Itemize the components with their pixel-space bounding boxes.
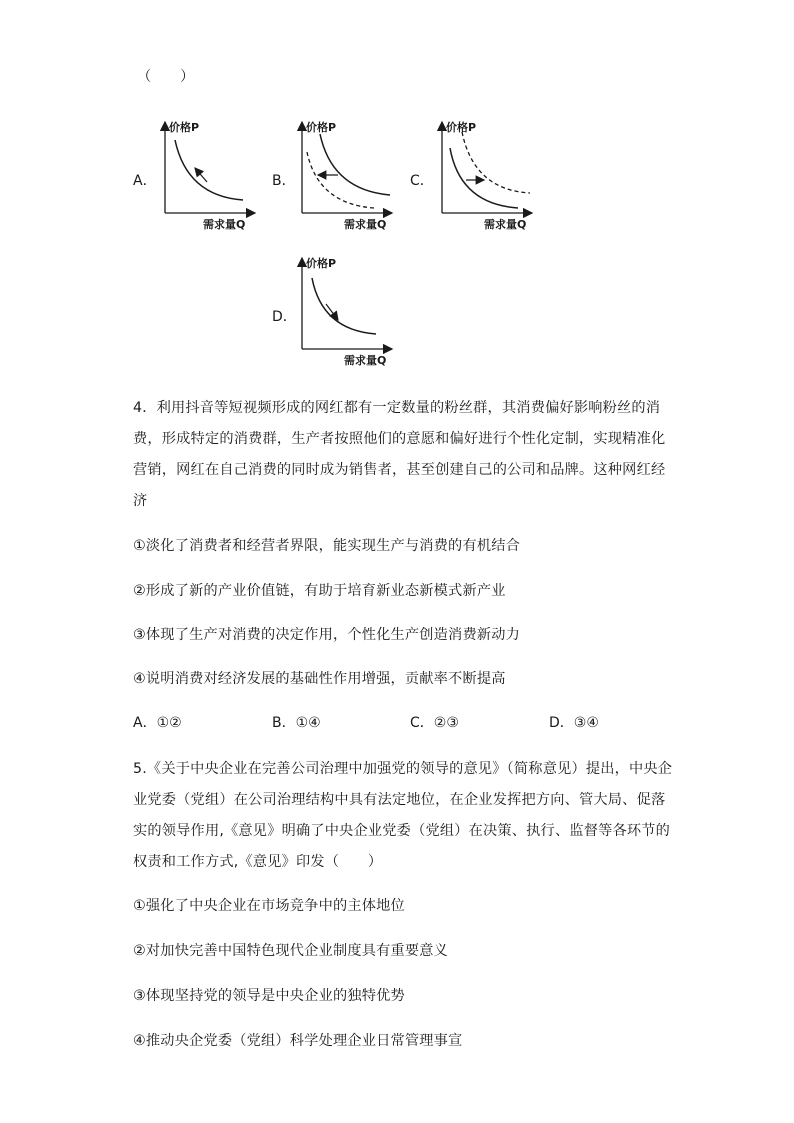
q5-stem-line-2: 业党委（党组）在公司治理结构中具有法定地位，在企业发挥把方向、管大局、促落: [133, 792, 666, 808]
quantity-axis-label: 需求量Q: [344, 218, 387, 231]
option-d-label[interactable]: D．: [272, 309, 297, 325]
demand-curve: [175, 140, 243, 200]
price-axis-label: 价格P: [306, 257, 337, 270]
q5-stem-line-4: 权责和工作方式,《意见》印发（ ）: [133, 854, 383, 870]
option-c-label[interactable]: C．: [410, 173, 434, 189]
q4-choice-b[interactable]: B．①④: [272, 715, 321, 731]
q4-choice-d[interactable]: D．③④: [549, 715, 599, 731]
q4-stem-line-1: 4．利用抖音等短视频形成的网红都有一定数量的粉丝群，其消费偏好影响粉丝的消: [133, 400, 661, 416]
q4-choice-c[interactable]: C．②③: [410, 715, 459, 731]
quantity-axis-label: 需求量Q: [203, 218, 246, 231]
movement-arrow: [195, 168, 207, 182]
q5-item-2: ②对加快完善中国特色现代企业制度具有重要意义: [133, 943, 449, 959]
q4-item-2: ②形成了新的产业价值链，有助于培育新业态新模式新产业: [133, 583, 506, 599]
price-axis-label: 价格P: [306, 121, 337, 134]
graph-d: [292, 254, 402, 369]
option-a-label[interactable]: A．: [133, 173, 157, 189]
question-bracket: （ ）: [137, 69, 195, 85]
quantity-axis-label: 需求量Q: [484, 218, 527, 231]
price-axis-label: 价格P: [169, 121, 200, 134]
graph-c: [432, 118, 542, 233]
new-demand-curve: [462, 132, 530, 193]
original-demand-curve: [320, 134, 390, 195]
graph-b: [292, 118, 402, 233]
q4-item-1: ①淡化了消费者和经营者界限，能实现生产与消费的有机结合: [133, 538, 520, 554]
original-demand-curve: [450, 148, 518, 208]
q4-stem-line-2: 费，形成特定的消费群，生产者按照他们的意愿和偏好进行个性化定制，实现精准化: [133, 431, 666, 447]
q5-item-4: ④推动央企党委（党组）科学处理企业日常管理事宣: [133, 1033, 463, 1049]
new-demand-curve: [307, 152, 374, 208]
q5-stem-line-1: 5.《关于中央企业在完善公司治理中加强党的领导的意见》（简称意见）提出，中央企: [133, 761, 673, 777]
price-axis-label: 价格P: [446, 121, 477, 134]
q5-item-3: ③体现坚持党的领导是中央企业的独特优势: [133, 988, 405, 1004]
q4-item-4: ④说明消费对经济发展的基础性作用增强，贡献率不断提高: [133, 671, 506, 687]
q5-stem-line-3: 实的领导作用,《意见》明确了中央企业党委（党组）在决策、执行、监督等各环节的: [133, 823, 671, 839]
q4-choice-a[interactable]: A．①②: [133, 715, 182, 731]
q5-item-1: ①强化了中央企业在市场竞争中的主体地位: [133, 898, 405, 914]
option-b-label[interactable]: B．: [272, 173, 296, 189]
q4-item-3: ③体现了生产对消费的决定作用，个性化生产创造消费新动力: [133, 627, 520, 643]
q4-stem-line-4: 济: [133, 493, 148, 509]
quantity-axis-label: 需求量Q: [344, 354, 387, 367]
graph-a: [155, 118, 265, 233]
demand-curve: [312, 278, 376, 334]
q4-stem-line-3: 营销，网红在自己消费的同时成为销售者，甚至创建自己的公司和品牌。这种网红经: [133, 462, 666, 478]
